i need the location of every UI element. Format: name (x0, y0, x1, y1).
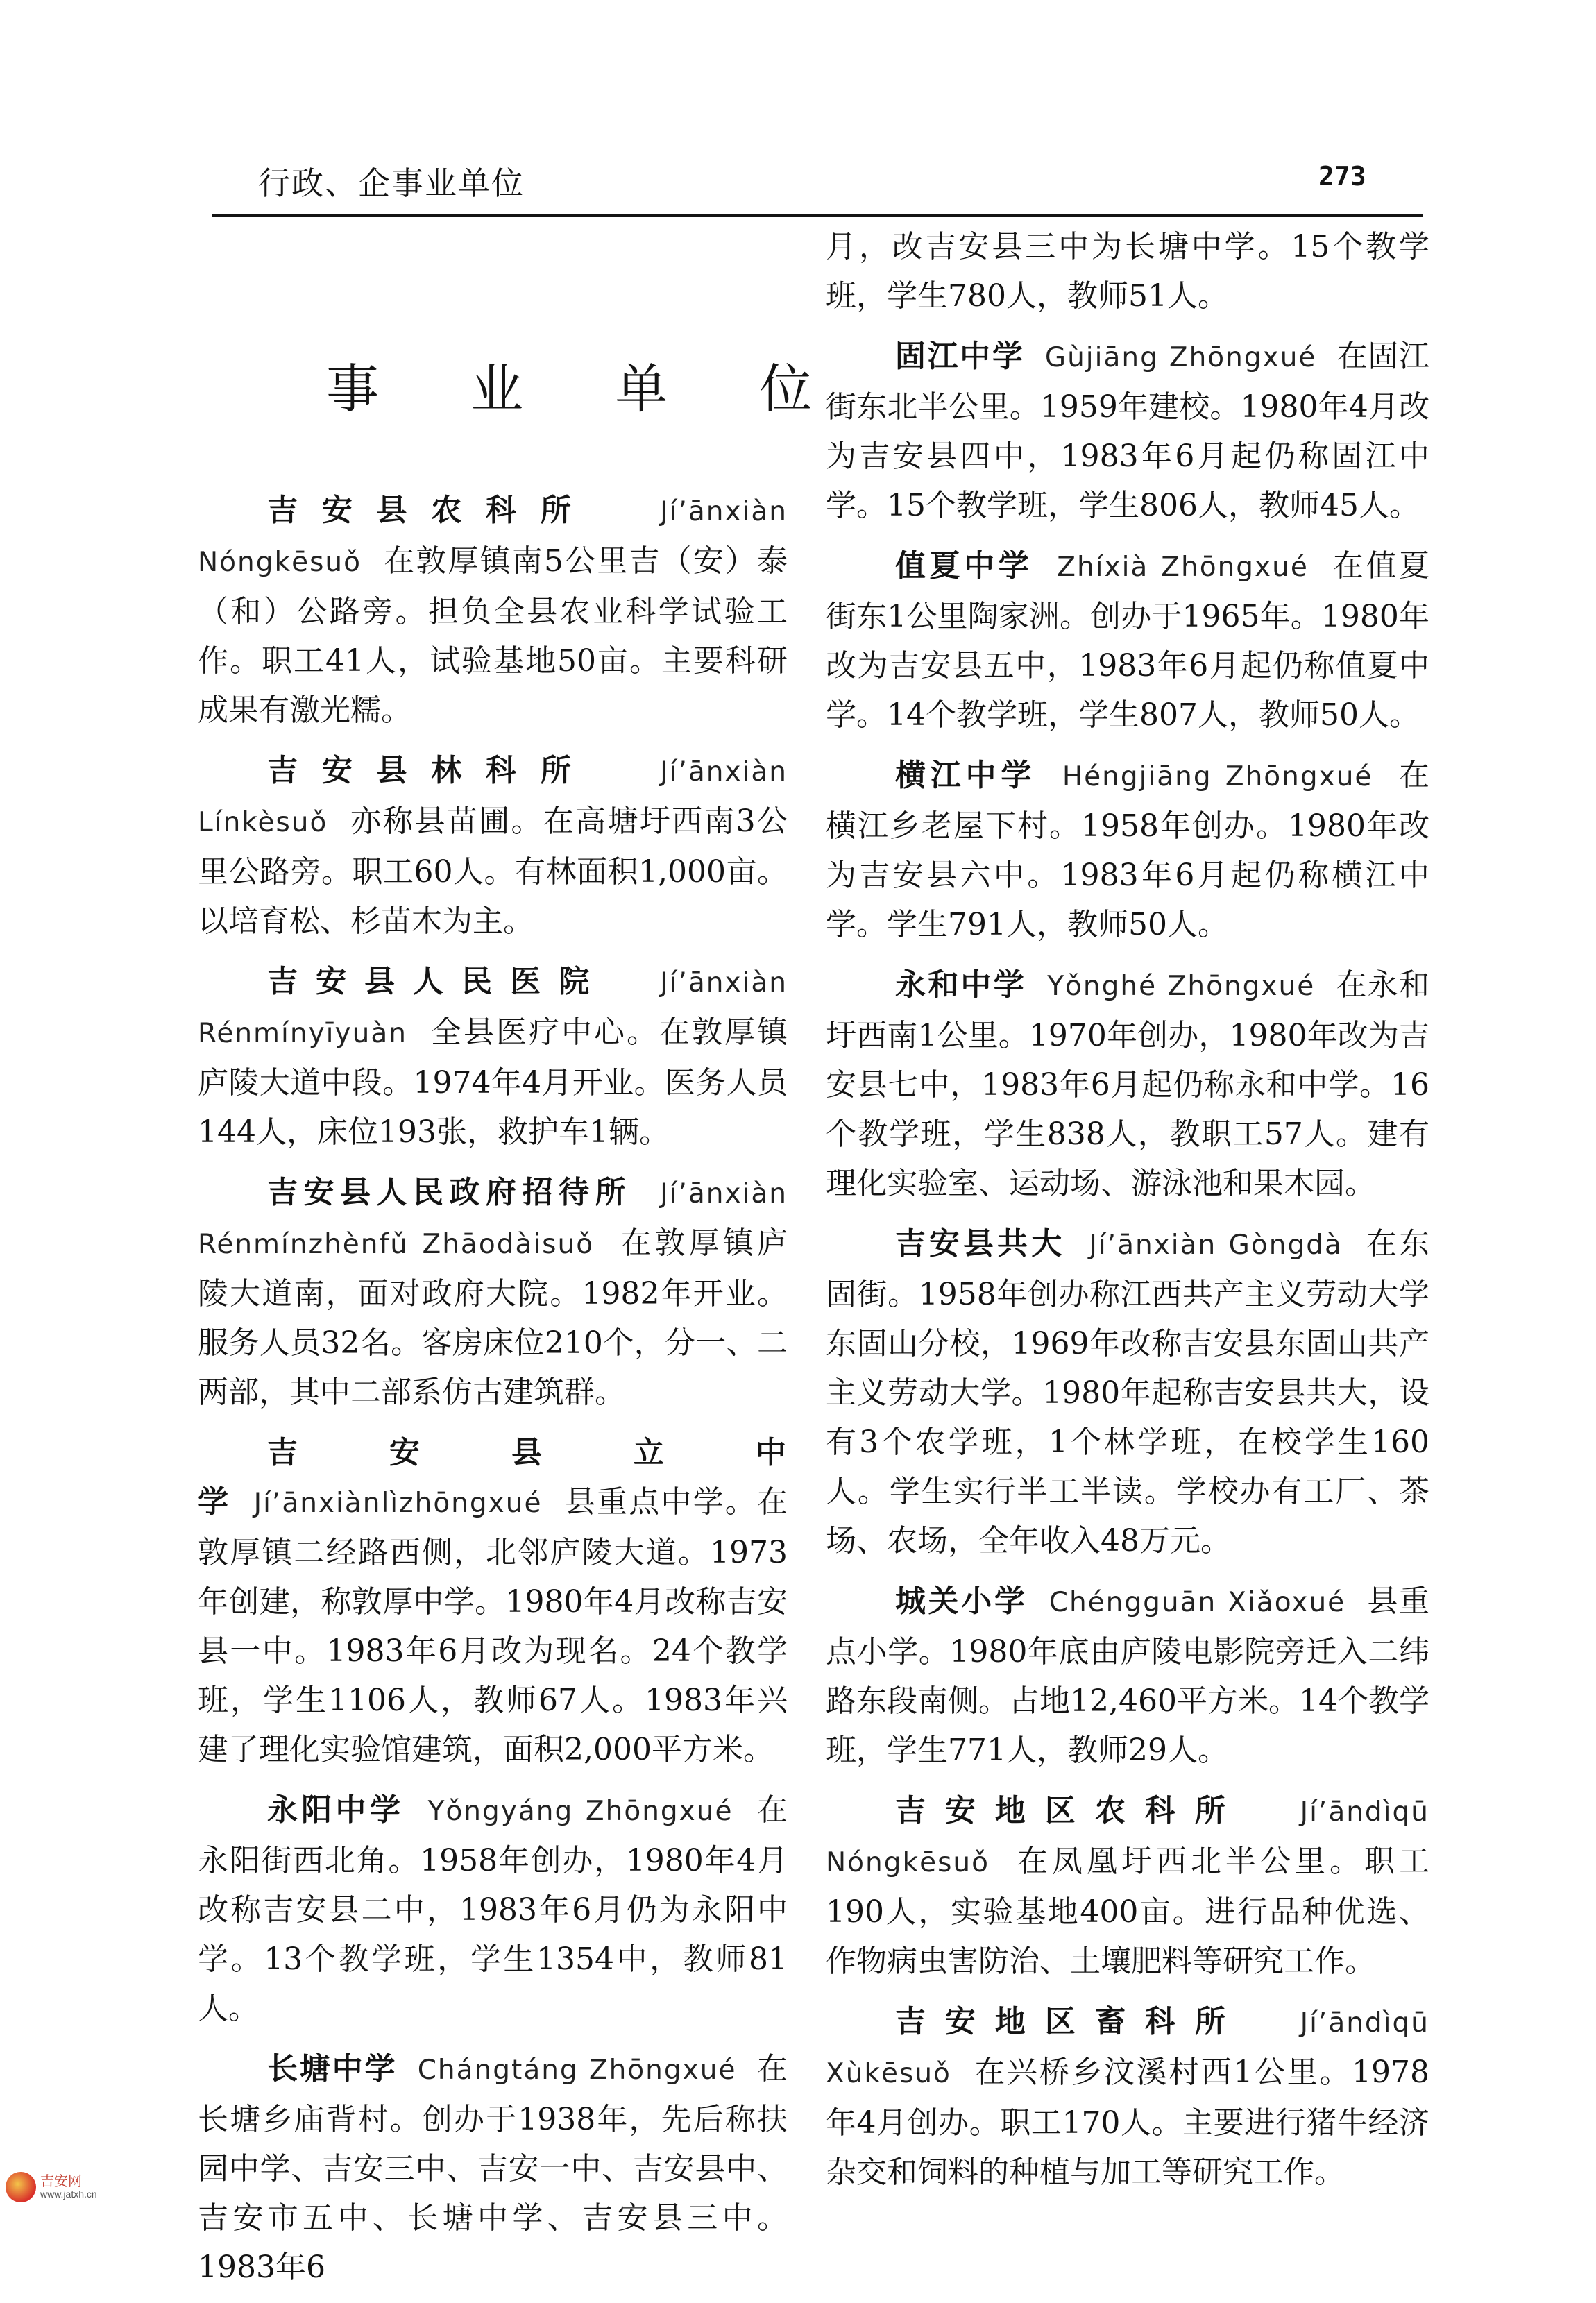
entry (198, 1428, 788, 1774)
entry-text: 在横江乡老屋下村。1958年创办。1980年改为吉安县六中。1983年6月起仍称横江中学。学生791人，教师50人。 (826, 758, 1430, 942)
entry-text: 在兴桥乡汶溪村西1公里。1978年4月创办。职工170人。主要进行猪牛经济杂交和饲料的种植与加工等研究工作。 (826, 2055, 1429, 2190)
entry (826, 332, 1429, 530)
entry-text: 在值夏街东1公里陶家洲。创办于1965年。1980年改为吉安县五中，1983年6月起仍称值夏中学。14个教学班，学生807人，教师50人。 (826, 548, 1429, 733)
entry-text: 在永阳街西北角。1958年创办，1980年4月改称吉安县二中，1983年6月仍为永阳中学。13个教学班，学生1354中，教师81人。 (198, 1792, 788, 2026)
entry-term: 吉安县农科所 (267, 493, 595, 528)
entry-term: 值夏中学 (895, 548, 1033, 584)
entry-term: 永阳中学 (267, 1792, 405, 1828)
entry (826, 541, 1429, 740)
watermark-name: 吉安网 (40, 2174, 82, 2190)
entry (198, 957, 788, 1157)
entry-text: 在敦厚镇庐陵大道南，面对政府大院。1982年开业。服务人员32名。客房床位210个，分一、二两部，其中二部系仿古建筑群。 (198, 1225, 788, 1410)
section-title: 事 业 单 位 (326, 358, 850, 420)
entry-pinyin: Chángtáng Zhōngxué (417, 2055, 737, 2086)
entry-pinyin: Zhíxià Zhōngxué (1057, 552, 1309, 583)
entry-term: 长塘中学 (267, 2051, 398, 2087)
continued-text: 月，改吉安县三中为长塘中学。15个教学班，学生780人，教师51人。 (826, 229, 1429, 314)
entry-term: 吉安县人民医院 (267, 964, 608, 999)
entry-pinyin: Jí’ānxiàn Gòngdà (1089, 1230, 1343, 1261)
entry-term: 吉安县林科所 (267, 753, 595, 788)
entry-pinyin: Jí’ānxiàn Línkèsuǒ (198, 756, 788, 838)
entry-pinyin: Jí’āndìqū Nóngkēsuǒ (826, 1796, 1429, 1878)
entry-text: 县重点小学。1980年底由庐陵电影院旁迁入二纬路东段南侧。占地12,460平方米。14个教学班，学生771人，教师29人。 (826, 1583, 1429, 1768)
entry-text: 全县医疗中心。在敦厚镇庐陵大道中段。1974年4月开业。医务人员144人，床位193张，救护车1辆。 (198, 1014, 788, 1150)
page-number: 273 (1318, 161, 1366, 192)
left-column (198, 486, 788, 2303)
watermark (6, 2172, 97, 2202)
entry-term: 吉安县人民政府招待所 (267, 1175, 632, 1210)
entry (826, 1577, 1429, 1775)
entry-term: 吉安地区农科所 (895, 1793, 1245, 1828)
entry (198, 1785, 788, 2033)
entry (826, 1219, 1429, 1565)
entry-text: 在敦厚镇南5公里吉（安）泰（和）公路旁。担负全县农业科学试验工作。职工41人，试验基地50亩。主要科研成果有激光糯。 (198, 543, 788, 728)
entry-pinyin: Jí’ānxiàn Rénmínyīyuàn (198, 967, 788, 1049)
entry-text: 在凤凰圩西北半公里。职工190人，实验基地400亩。进行品种优选、作物病虫害防治、土壤肥料等研究工作。 (826, 1844, 1429, 1979)
entry (826, 1997, 1429, 2197)
entry-text: 在固江街东北半公里。1959年建校。1980年4月改为吉安县四中，1983年6月起仍称固江中学。15个教学班，学生806人，教师45人。 (826, 339, 1429, 523)
running-header-section: 行政、企事业单位 (258, 164, 525, 202)
watermark-url: www.jatxh.cn (40, 2189, 97, 2200)
entry (826, 751, 1429, 949)
site-logo-icon (6, 2172, 36, 2202)
entry (826, 960, 1429, 1208)
entry-pinyin: Yǒnghé Zhōngxué (1047, 971, 1316, 1002)
right-column (826, 222, 1429, 2208)
entry-term: 城关小学 (895, 1583, 1028, 1619)
entry-text: 在东固街。1958年创办称江西共产主义劳动大学东固山分校，1969年改称吉安县东固山共产主义劳动大学。1980年起称吉安县共大，设有3个农学班，1个林学班，在校学生160人。学生实行半工半读。学校办有工厂、茶场、农场，全年收入48万元。 (826, 1226, 1430, 1558)
entry (198, 486, 788, 735)
entry-pinyin: Yǒngyáng Zhōngxué (427, 1796, 733, 1827)
entry-term: 吉安地区畜科所 (895, 2004, 1245, 2039)
entry-pinyin: Chéngguān Xiǎoxué (1049, 1587, 1346, 1618)
entry (826, 1786, 1429, 1986)
entry-pinyin: Héngjiāng Zhōngxué (1062, 761, 1373, 792)
entry (198, 1168, 788, 1417)
entry-pinyin: Jí’ānxiàn Rénmínzhènfǔ Zhāodàisuǒ (198, 1178, 788, 1260)
entry-pinyin: Jí’āndìqū Xùkēsuǒ (826, 2007, 1429, 2089)
entry-term: 横江中学 (895, 758, 1037, 793)
entry-text: 在长塘乡庙背村。创办于1938年，先后称扶园中学、吉安三中、吉安一中、吉安县中、吉安市五中、长塘中学、吉安县三中。1983年6 (198, 2051, 788, 2285)
entry-term: 永和中学 (895, 967, 1026, 1003)
entry-term: 固江中学 (895, 339, 1025, 374)
entry-pinyin: Gùjiāng Zhōngxué (1044, 342, 1317, 373)
entry (198, 2044, 788, 2292)
entry-text: 在永和圩西南1公里。1970年创办，1980年改为吉安县七中，1983年6月起仍称永和中学。16个教学班，学生838人，教职工57人。建有理化实验室、运动场、游泳池和果木园。 (826, 967, 1429, 1201)
entry-term: 吉安县立中学 (198, 1435, 788, 1520)
entry-pinyin: Jí’ānxiànlìzhōngxué (253, 1488, 543, 1519)
entry-text: 县重点中学。在敦厚镇二经路西侧，北邻庐陵大道。1973年创建，称敦厚中学。1980年4月改称吉安县一中。1983年6月改为现名。24个教学班，学生1106人，教师67人。1983年兴建了理化实验馆建筑，面积2,000平方米。 (198, 1484, 788, 1767)
header-rule (212, 214, 1423, 217)
entry (198, 746, 788, 946)
entry-pinyin: Jí’ānxiàn Nóngkēsuǒ (198, 496, 788, 578)
entry-text: 亦称县苗圃。在高塘圩西南3公里公路旁。职工60人。有林面积1,000亩。以培育松、杉苗木为主。 (198, 804, 788, 939)
entry-term: 吉安县共大 (895, 1226, 1066, 1261)
